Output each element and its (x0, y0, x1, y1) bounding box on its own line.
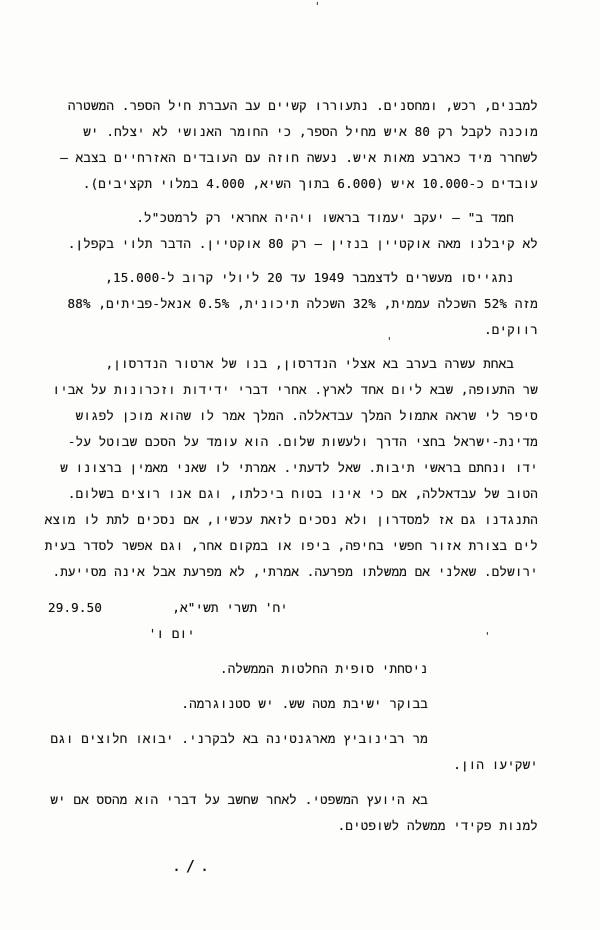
paragraph-4-line-7: התנגדנו גם אז למסדרון ולא נסכים לזאת עכשיו, אם נסכים לתת לו מוצא (44, 512, 538, 527)
paragraph-1-line-4: עובדים כ-10.000 איש (6.000 בתוך השיא, 4.000 במלוי תקציבים). (82, 176, 538, 191)
paragraph-3-line-3: רווקים. (484, 322, 538, 337)
paragraph-4-line-2: שר התעופה, שבא ליום אחד לארץ. אחרי דברי ידידות וזכרונות על אביו (52, 382, 538, 397)
entry-2: בבוקר ישיבת מטה שש. יש סטנוגרמה. (181, 696, 428, 711)
entry-1: ניסחתי סופית החלטות הממשלה. (219, 661, 428, 676)
date-heading-hebrew: יח' תשרי תשי"א, (172, 600, 288, 615)
paragraph-1-line-1: למבנים, רכש, ומחסנים. נתעוררו קשיים עב העברת חיל הספר. המשטרה (67, 98, 538, 113)
paragraph-4-line-5: ידו ונחתם בראשי תיבות. שאל לדעתי. אמרתי לו שאני מאמין ברצונו ש (60, 460, 538, 475)
page-mark-mid: ' (386, 335, 393, 348)
paragraph-4-line-4: מדינת-ישראל בחצי הדרך ולעשות שלום. הוא עומד על הסכם שבוטל על- (67, 434, 538, 449)
entry-3-line-1: מר רבינוביץ מארגנטינה בא לבקרני. יבואו חלוצים וגם (50, 731, 428, 746)
paragraph-4-line-1: באחת עשרה בערב בא אצלי הנדרסון, בנו של ארטור הנדרסון, (105, 356, 514, 371)
paragraph-2-line-2: לא קיבלנו מאה אוקטיין בנזין – רק 80 אוקטיין. הדבר תלוי בקפלן. (67, 236, 538, 251)
paragraph-3-line-2: מזה 52% השכלה עממית, 32% השכלה תיכונית, 0.5% אנאל-פביתים, 88% (67, 296, 538, 311)
page-mark-top: ' (314, 0, 321, 13)
date-heading-numeric: 29.9.50 (48, 600, 103, 615)
paragraph-2-line-1: חמד ב" – יעקב יעמוד בראשו ויהיה אחראי רק לרמטכ"ל. (136, 210, 514, 225)
paragraph-4-line-8: לים בצורת אזור חפשי בחיפה, ביפו או במקום אחר, וגם אפשר לסדר בעית (44, 538, 538, 553)
paragraph-4-line-9: ירושלם. שאלני אם ממשלתו מפרעה. אמרתי, לא מפרעת אבל אינה מסייעת. (52, 564, 538, 579)
entry-4-line-1: בא היועץ המשפטי. לאחר שחשב על דברי הוא מהסס אם יש (50, 792, 428, 807)
closing-mark: ./. (172, 857, 215, 875)
day-heading: יום ו' (148, 626, 195, 641)
entry-3-line-2: ישקיעו הון. (453, 757, 538, 772)
paragraph-4-line-3: סיפר לי שראה אתמול המלך עבדאללה. המלך אמר לו שהוא מוכן לפגוש (75, 408, 538, 423)
paragraph-4-line-6: הטוב של עבדאללה, אם כי אינו בטוח ביכלתו, וגם אנו רוצים בשלום. (67, 486, 538, 501)
entry-4-line-2: למנות פקידי ממשלה לשופטים. (337, 818, 538, 833)
paragraph-1-line-2: מוכנה לקבל רק 80 איש מחיל הספר, כי החומר האנושי לא יצלח. יש (83, 124, 538, 139)
page-mark-right: ' (484, 630, 491, 643)
paragraph-1-line-3: לשחרר מיד כארבע מאות איש. נעשה חוזה עם העובדים האזרחיים בצבא – (60, 150, 538, 165)
paragraph-3-line-1: נתגייסו מעשרים לדצמבר 1949 עד 20 ליולי קרוב ל-15.000, (105, 270, 514, 285)
